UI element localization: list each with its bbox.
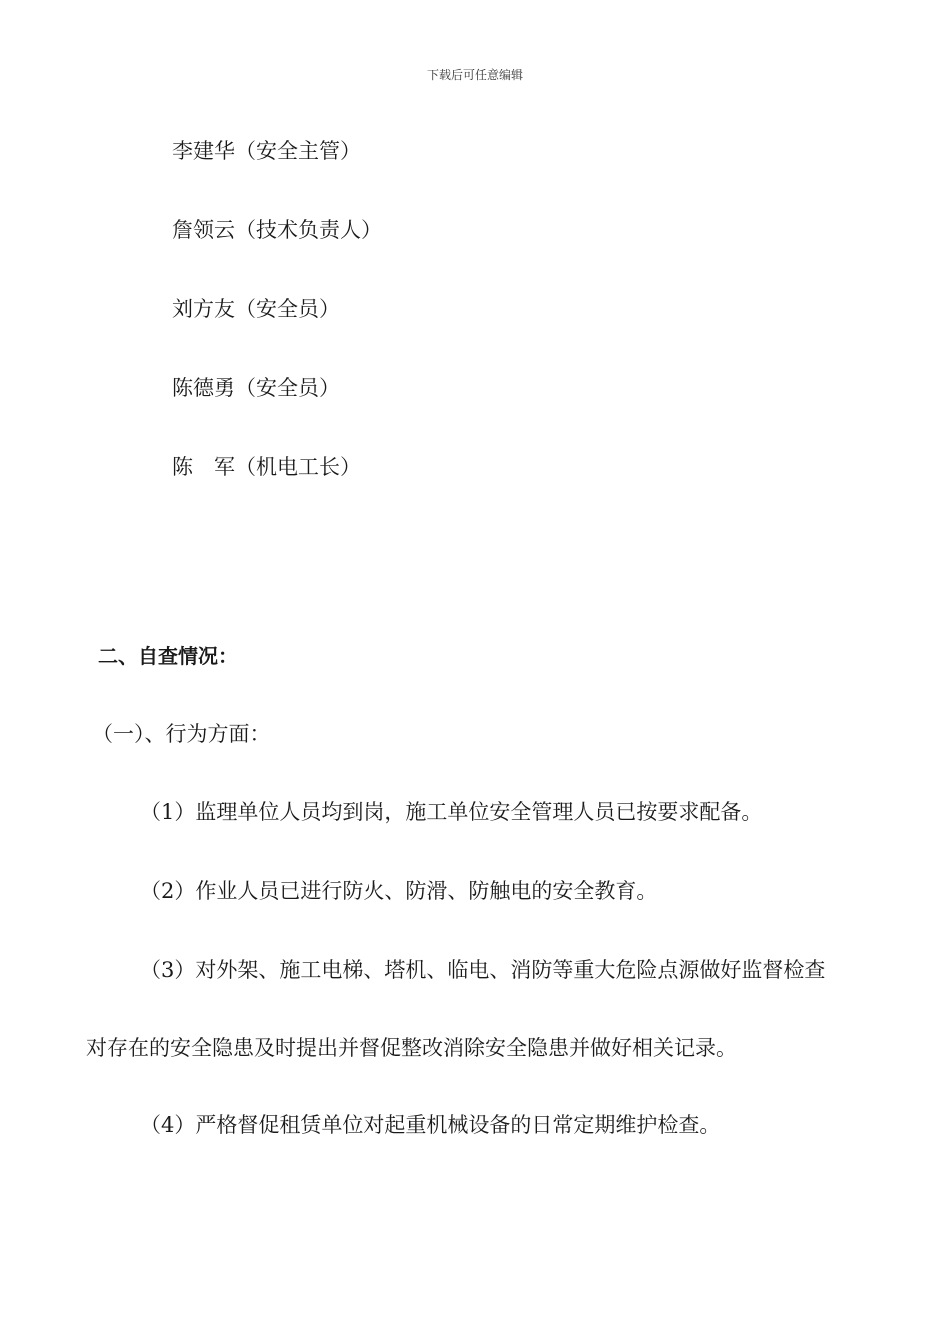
personnel-item: 李建华（安全主管） bbox=[172, 139, 361, 163]
section-title: 二、自查情况： bbox=[98, 644, 238, 668]
check-item: （4）严格督促租赁单位对起重机械设备的日常定期维护检查。 bbox=[140, 1113, 721, 1137]
subsection-title: （一）、行为方面： bbox=[92, 722, 271, 746]
check-item-continuation: 对存在的安全隐患及时提出并督促整改消除安全隐患并做好相关记录。 bbox=[86, 1036, 737, 1060]
page-header: 下载后可任意编辑 bbox=[426, 68, 523, 82]
check-item: （2）作业人员已进行防火、防滑、防触电的安全教育。 bbox=[140, 879, 658, 903]
check-item: （1）监理单位人员均到岗，施工单位安全管理人员已按要求配备。 bbox=[140, 800, 763, 824]
personnel-item: 陈 军（机电工长） bbox=[172, 455, 361, 479]
check-item: （3）对外架、施工电梯、塔机、临电、消防等重大危险点源做好监督检查 bbox=[140, 958, 826, 982]
personnel-item: 陈德勇（安全员） bbox=[172, 376, 340, 400]
personnel-item: 詹领云（技术负责人） bbox=[172, 218, 382, 242]
personnel-item: 刘方友（安全员） bbox=[172, 297, 340, 321]
